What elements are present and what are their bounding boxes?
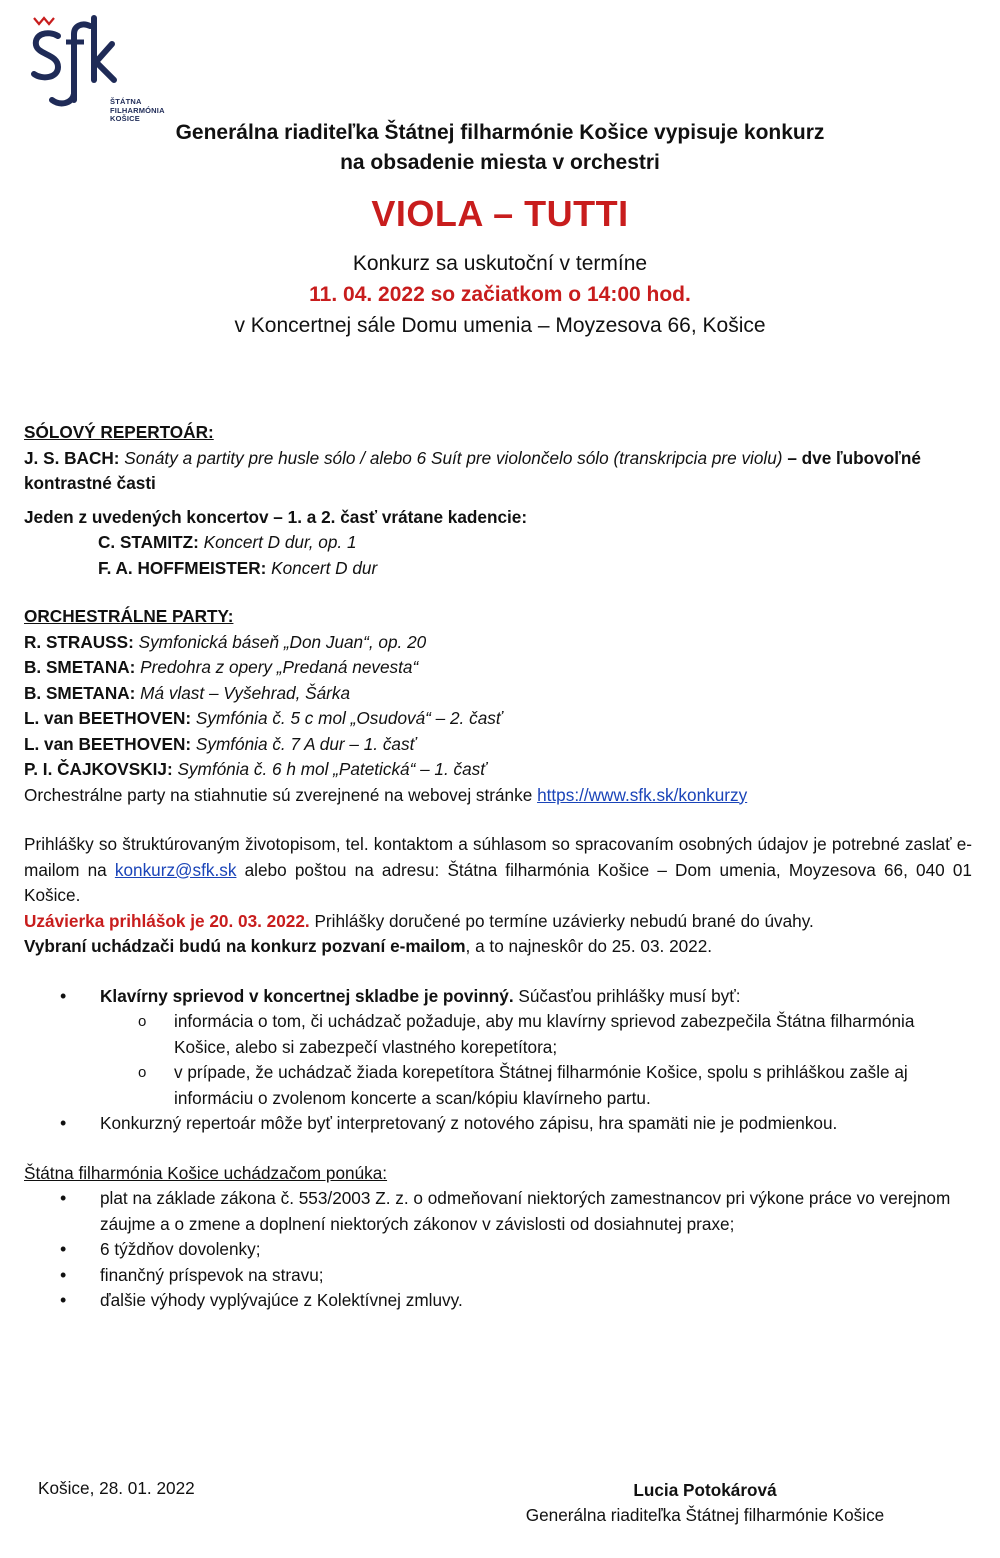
orchestral-composer: B. SMETANA:: [24, 657, 136, 677]
orchestral-composer: L. van BEETHOVEN:: [24, 708, 192, 728]
concerto-intro: Jeden z uvedených koncertov – 1. a 2. časť vrátane kadencie:: [24, 506, 528, 527]
concerto-work: Koncert D dur: [271, 557, 378, 578]
sub-list-item: o v prípade, že uchádzač žiada korepetítora Štátnej filharmónie Košice, spolu s prihláškou zašle aj informáciu o zvolenom koncerte a scan/kópiu klavírneho partu.: [100, 1060, 972, 1111]
orchestral-work: Predohra z opery „Predaná nevesta“: [140, 657, 419, 677]
application-paragraph: [24, 832, 972, 909]
term-intro: Konkurz sa uskutoční v termíne: [352, 252, 648, 275]
orchestral-work: Má vlast – Vyšehrad, Šárka: [140, 682, 351, 703]
orchestral-composer: B. SMETANA:: [24, 682, 136, 703]
application-address: alebo poštou na adresu: Štátna filharmónia Košice – Dom umenia, Moyzesova 66, 040 01 Košice.: [24, 859, 972, 905]
piano-required: Klavírny sprievod v koncertnej skladbe je povinný.: [100, 985, 514, 1006]
bach-suffix: – dve ľubovoľné kontrastné časti: [24, 447, 921, 493]
list-item: • Konkurzný repertoár môže byť interpretovaný z notového zápisu, hra spamäti nie je podmienkou.: [24, 1111, 972, 1137]
sub-list-item: o informácia o tom, či uchádzač požaduje, aby mu klavírny sprievod zabezpečila Štátna filharmónia Košice, alebo si zabezpečí vlastného korepetítora;: [100, 1009, 972, 1060]
signer-name: Lucia Potokárová: [633, 1480, 777, 1500]
list-item: • plat na základe zákona č. 553/2003 Z. z. o odmeňovaní niektorých zamestnancov pri výkone práce vo verejnom záujme a o zmene a doplnení niektorých zákonov v závislosti od dosiahnutej praxe;: [24, 1186, 972, 1237]
offer-title: Štátna filharmónia Košice uchádzačom ponúka:: [24, 1162, 388, 1183]
orchestral-work: Symfónia č. 6 h mol „Patetická“ – 1. časť: [177, 759, 487, 779]
orchestral-composer: R. STRAUSS:: [24, 631, 134, 652]
orchestral-item: [24, 757, 972, 783]
list-item: [24, 984, 972, 1112]
logo-sub-line: FILHARMÓNIA: [110, 105, 165, 115]
concerto-composer: C. STAMITZ:: [98, 532, 199, 552]
orchestral-work: Symfonická báseň „Don Juan“, op. 20: [138, 631, 427, 652]
orchestral-work: Symfónia č. 7 A dur – 1. časť: [195, 733, 416, 754]
term-date: 11. 04. 2022 so začiatkom o 14:00 hod.: [309, 283, 691, 306]
selected-rest: , a to najneskôr do 25. 03. 2022.: [465, 936, 713, 956]
signature-block: [440, 1478, 970, 1528]
announcement-body: [24, 420, 972, 1314]
selected-bold: Vybraní uchádzači budú na konkurz pozvaní e-mailom: [24, 936, 466, 956]
selected-line: [24, 934, 972, 960]
deadline-text: Uzávierka prihlášok je 20. 03. 2022.: [24, 910, 310, 931]
application-text: Prihlášky so štruktúrovaným životopisom, tel. kontaktom a súhlasom so spracovaním osobných údajov je potrebné zaslať e-mailom na: [24, 834, 972, 880]
concerto-work: Koncert D dur, op. 1: [203, 532, 357, 552]
term-block: [0, 248, 1000, 341]
orchestral-composer: L. van BEETHOVEN:: [24, 733, 192, 754]
orchestral-composer: P. I. ČAJKOVSKIJ:: [24, 759, 173, 779]
orchestral-item: [24, 706, 972, 732]
venue: v Koncertnej sále Domu umenia – Moyzesova 66, Košice: [234, 314, 766, 337]
email-link[interactable]: konkurz@sfk.sk: [114, 859, 237, 880]
logo-sub-line: ŠTÁTNA: [110, 97, 142, 106]
concerto-item: [24, 556, 972, 582]
position-title: VIOLA – TUTTI: [371, 193, 629, 234]
announcement-header: [0, 118, 1000, 341]
offer-list: [24, 1186, 972, 1314]
header-line-2: na obsadenie miesta v orchestri: [340, 151, 660, 174]
concerto-composer: F. A. HOFFMEISTER:: [98, 557, 267, 578]
piano-rest: Súčasťou prihlášky musí byť:: [518, 985, 741, 1006]
list-item: • 6 týždňov dovolenky;: [24, 1237, 972, 1263]
bach-requirement: [24, 446, 972, 497]
requirements-list: [24, 984, 972, 1137]
place-date: Košice, 28. 01. 2022: [38, 1478, 195, 1498]
orchestral-section-title: ORCHESTRÁLNE PARTY:: [24, 606, 234, 626]
list-item: • ďalšie výhody vyplývajúce z Kolektívnej zmluvy.: [24, 1288, 972, 1314]
concerto-item: [24, 530, 972, 556]
list-item: • finančný príspevok na stravu;: [24, 1263, 972, 1289]
logo-sub-line: KOŠICE: [110, 114, 140, 124]
bach-composer: J. S. BACH:: [24, 447, 120, 468]
download-link[interactable]: https://www.sfk.sk/konkurzy: [537, 784, 748, 805]
orchestral-item: [24, 681, 972, 707]
orchestral-item: [24, 630, 972, 656]
deadline-line: [24, 909, 972, 935]
requirements-sublist: [24, 1009, 972, 1111]
orchestral-item: [24, 732, 972, 758]
bach-work: Sonáty a partity pre husle sólo / alebo 6 Suít pre violončelo sólo (transkripcia pre violu): [124, 447, 783, 468]
deadline-note: Prihlášky doručené po termíne uzávierky nebudú brané do úvahy.: [314, 910, 814, 931]
signer-title: Generálna riaditeľka Štátnej filharmónie Košice: [525, 1505, 885, 1525]
orchestral-work: Symfónia č. 5 c mol „Osudová“ – 2. časť: [195, 708, 502, 728]
orchestral-item: [24, 655, 972, 681]
download-note: [24, 783, 972, 809]
header-line-1: Generálna riaditeľka Štátnej filharmónie Košice vypisuje konkurz: [175, 121, 825, 144]
download-text: Orchestrálne party na stiahnutie sú zverejnené na webovej stránke: [24, 784, 533, 805]
sfk-logo: [28, 14, 165, 124]
solo-section-title: SÓLOVÝ REPERTOÁR:: [24, 422, 214, 442]
